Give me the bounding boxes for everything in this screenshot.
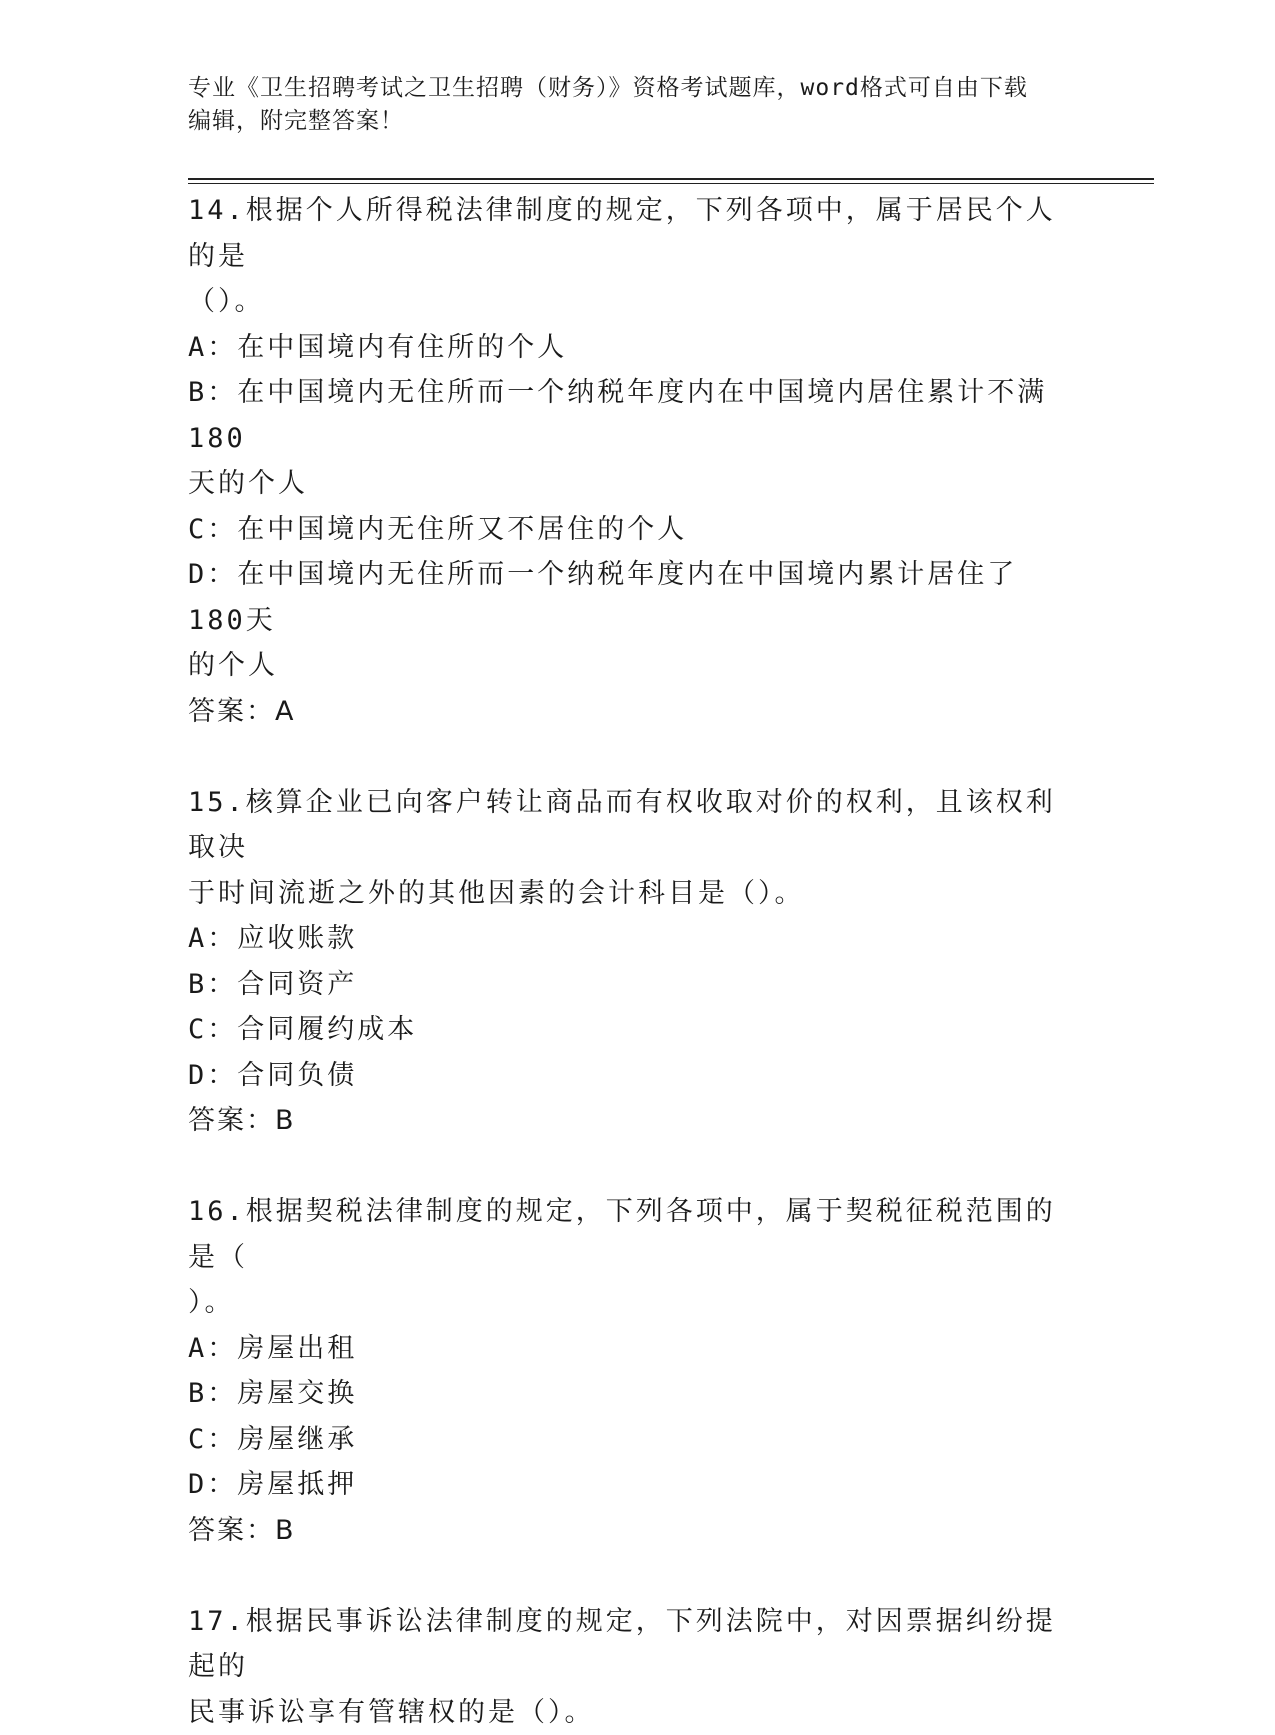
- option-c: C：房屋继承: [188, 1417, 1068, 1463]
- answer-line: 答案：B: [188, 1098, 1068, 1144]
- option-a: A：房屋出租: [188, 1326, 1068, 1372]
- option-c: C：合同履约成本: [188, 1007, 1068, 1053]
- question-spacer: [188, 1553, 1068, 1599]
- option-d: D：房屋抵押: [188, 1462, 1068, 1508]
- question-stem-line: （）。: [188, 279, 1068, 325]
- option-a: A：应收账款: [188, 916, 1068, 962]
- question-stem-line: ）。: [188, 1280, 1068, 1326]
- question-15: [188, 780, 1068, 1144]
- header-rule-thin: [188, 183, 1154, 184]
- question-17: [188, 1599, 1068, 1735]
- question-stem-line: 于时间流逝之外的其他因素的会计科目是（）。: [188, 871, 1068, 917]
- question-stem-line: 16.根据契税法律制度的规定，下列各项中，属于契税征税范围的是（: [188, 1189, 1068, 1280]
- answer-line: 答案：B: [188, 1508, 1068, 1554]
- question-list: [188, 188, 1068, 1735]
- option-b: B：合同资产: [188, 962, 1068, 1008]
- answer-line: 答案：A: [188, 689, 1068, 735]
- option-d: D：合同负债: [188, 1053, 1068, 1099]
- question-stem-line: 14.根据个人所得税法律制度的规定，下列各项中，属于居民个人的是: [188, 188, 1068, 279]
- question-16: [188, 1189, 1068, 1553]
- question-stem-line: 17.根据民事诉讼法律制度的规定，下列法院中，对因票据纠纷提起的: [188, 1599, 1068, 1690]
- question-spacer: [188, 734, 1068, 780]
- option-a: A：在中国境内有住所的个人: [188, 325, 1068, 371]
- document-header: [188, 72, 1088, 138]
- option-b: B：在中国境内无住所而一个纳税年度内在中国境内居住累计不满180: [188, 370, 1068, 461]
- option-b-continued: 天的个人: [188, 461, 1068, 507]
- question-spacer: [188, 1144, 1068, 1190]
- option-c: C：在中国境内无住所又不居住的个人: [188, 507, 1068, 553]
- option-b: B：房屋交换: [188, 1371, 1068, 1417]
- option-d: D：在中国境内无住所而一个纳税年度内在中国境内累计居住了180天: [188, 552, 1068, 643]
- question-stem-line: 15.核算企业已向客户转让商品而有权收取对价的权利，且该权利取决: [188, 780, 1068, 871]
- option-d-continued: 的个人: [188, 643, 1068, 689]
- header-rule-thick: [188, 178, 1154, 180]
- question-14: [188, 188, 1068, 734]
- header-line-2: 编辑，附完整答案！: [188, 105, 1088, 138]
- question-stem-line: 民事诉讼享有管辖权的是（）。: [188, 1690, 1068, 1735]
- header-line-1: 专业《卫生招聘考试之卫生招聘（财务）》资格考试题库，word格式可自由下载: [188, 72, 1088, 105]
